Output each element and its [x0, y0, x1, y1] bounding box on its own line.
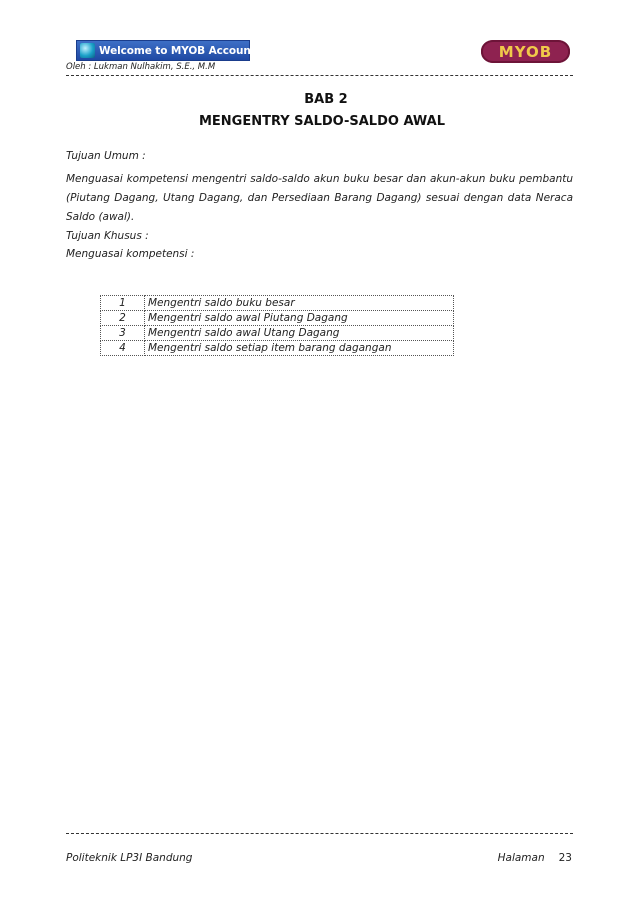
welcome-banner — [76, 40, 274, 61]
competency-text: Mengentri saldo awal Piutang Dagang — [145, 311, 454, 326]
author-line: Oleh : Lukman Nulhakim, S.E., M.M — [66, 62, 216, 72]
myob-globe-icon — [80, 43, 95, 58]
competency-table — [100, 295, 454, 356]
table-row — [101, 326, 454, 341]
general-objective-label: Tujuan Umum : — [66, 150, 146, 162]
table-row — [101, 296, 454, 311]
specific-objective-intro: Menguasai kompetensi : — [66, 248, 195, 260]
banner-text: Welcome to MYOB Accounting — [99, 44, 274, 57]
page-number: 23 — [558, 852, 572, 864]
myob-logo-text: MYOB — [498, 42, 553, 61]
chapter-title: MENGENTRY SALDO-SALDO AWAL — [198, 114, 446, 129]
footer-institution: Politeknik LP3I Bandung — [66, 852, 193, 864]
table-row — [101, 311, 454, 326]
page-label: Halaman — [497, 852, 545, 864]
competency-number: 4 — [101, 341, 145, 356]
table-row — [101, 341, 454, 356]
chapter-number: BAB 2 — [304, 92, 348, 107]
competency-text: Mengentri saldo awal Utang Dagang — [145, 326, 454, 341]
competency-number: 1 — [101, 296, 145, 311]
header-divider — [66, 75, 573, 76]
competency-text: Mengentri saldo setiap item barang dagangan — [145, 341, 454, 356]
myob-logo — [481, 40, 570, 63]
footer-page — [498, 852, 572, 864]
competency-text: Mengentri saldo buku besar — [145, 296, 454, 311]
competency-number: 2 — [101, 311, 145, 326]
general-objective-text: Menguasai kompetensi mengentri saldo-saldo akun buku besar dan akun-akun buku pembantu (Piutang Dagang, Utang Dagang, dan Persediaan Barang Dagang) sesuai dengan data Neraca Saldo (awal). — [66, 173, 573, 223]
footer-divider — [66, 833, 573, 834]
competency-number: 3 — [101, 326, 145, 341]
specific-objective-label: Tujuan Khusus : — [66, 230, 149, 242]
